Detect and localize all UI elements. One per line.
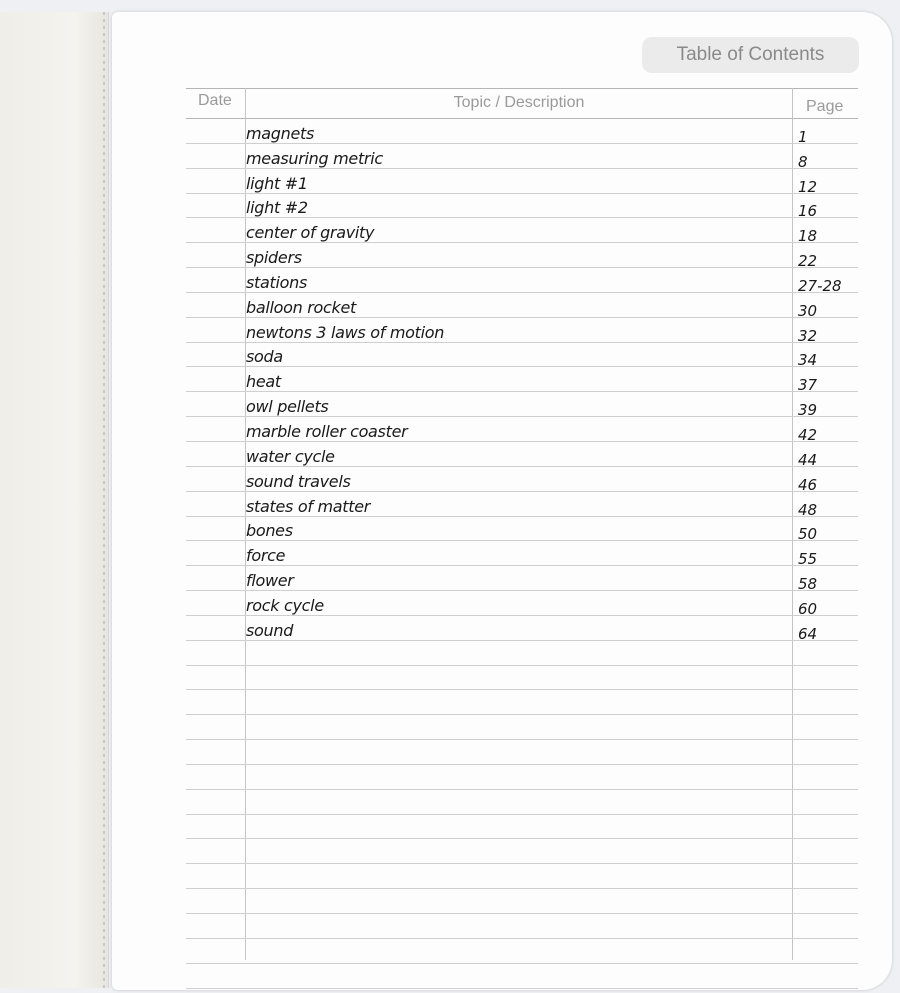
table-of-contents-badge: Table of Contents — [642, 37, 859, 73]
table-row — [186, 243, 858, 271]
entry-page: 50 — [798, 525, 818, 544]
entry-page: 22 — [798, 252, 818, 271]
table-row — [186, 194, 858, 219]
entry-page: 18 — [798, 227, 818, 246]
date-column-header: Date — [198, 92, 232, 109]
entry-topic: rock cycle — [246, 595, 324, 615]
entry-page: 16 — [798, 202, 818, 221]
table-row — [186, 591, 858, 616]
entry-topic: sound — [246, 620, 294, 640]
entry-topic: center of gravity — [246, 223, 375, 243]
table-row — [186, 367, 858, 395]
left-page-edge — [0, 12, 109, 988]
entry-page: 64 — [798, 624, 818, 643]
topic-column-header: Topic / Description — [453, 94, 585, 111]
entry-page: 39 — [798, 401, 818, 420]
entry-topic: bones — [246, 521, 293, 541]
entry-page: 48 — [798, 500, 818, 519]
entry-page: 1 — [798, 127, 808, 146]
table-row — [186, 964, 858, 989]
entry-page: 46 — [798, 475, 818, 494]
table-row — [186, 169, 858, 194]
toc-rows — [186, 119, 858, 989]
entry-page: 12 — [798, 177, 818, 196]
table-row — [186, 889, 858, 914]
entry-topic: magnets — [246, 123, 315, 143]
table-row — [186, 318, 858, 343]
table-row — [186, 442, 858, 467]
entry-page: 34 — [798, 351, 818, 370]
entry-page: 42 — [798, 425, 818, 444]
table-row — [186, 517, 858, 542]
table-row — [186, 119, 858, 144]
entry-topic: marble roller coaster — [246, 421, 408, 441]
table-row — [186, 740, 858, 765]
table-row — [186, 467, 858, 492]
table-row — [186, 417, 858, 442]
table-row — [186, 666, 858, 691]
entry-topic: stations — [246, 272, 307, 292]
table-row — [186, 864, 858, 889]
table-row — [186, 293, 858, 318]
table-row — [186, 839, 858, 864]
table-row — [186, 268, 858, 293]
entry-topic: states of matter — [246, 496, 371, 516]
entry-topic: newtons 3 laws of motion — [246, 322, 445, 342]
entry-page: 27-28 — [798, 276, 842, 295]
entry-topic: light #2 — [246, 198, 308, 218]
table-row — [186, 790, 858, 815]
table-row — [186, 690, 858, 715]
entry-page: 60 — [798, 599, 818, 618]
table-row — [186, 566, 858, 594]
notebook-page — [112, 12, 892, 990]
table-row — [186, 392, 858, 420]
table-row — [186, 218, 858, 246]
entry-topic: water cycle — [246, 446, 335, 466]
table-row — [186, 343, 858, 368]
table-row — [186, 715, 858, 740]
entry-topic: sound travels — [246, 471, 351, 491]
entry-topic: owl pellets — [246, 397, 329, 417]
entry-topic: force — [246, 546, 286, 566]
table-row — [186, 144, 858, 169]
entry-page: 37 — [798, 376, 818, 395]
entry-topic: flower — [246, 571, 294, 591]
table-row — [186, 939, 858, 964]
entry-page: 44 — [798, 450, 818, 469]
entry-topic: measuring metric — [246, 148, 383, 168]
entry-page: 30 — [798, 301, 818, 320]
table-row — [186, 616, 858, 641]
table-row — [186, 815, 858, 840]
entry-topic: light #1 — [246, 173, 308, 193]
entry-page: 32 — [798, 326, 818, 345]
table-row — [186, 914, 858, 939]
table-row — [186, 641, 858, 666]
entry-page: 55 — [798, 550, 818, 569]
entry-page: 8 — [798, 152, 808, 171]
page-column-header: Page — [806, 98, 844, 115]
entry-page: 58 — [798, 575, 818, 594]
entry-topic: spiders — [246, 248, 302, 268]
header-top-line — [186, 88, 858, 89]
table-row — [186, 541, 858, 569]
entry-topic: heat — [246, 372, 281, 392]
table-row — [186, 492, 858, 517]
entry-topic: balloon rocket — [246, 297, 357, 317]
table-row — [186, 765, 858, 790]
entry-topic: soda — [246, 347, 283, 367]
